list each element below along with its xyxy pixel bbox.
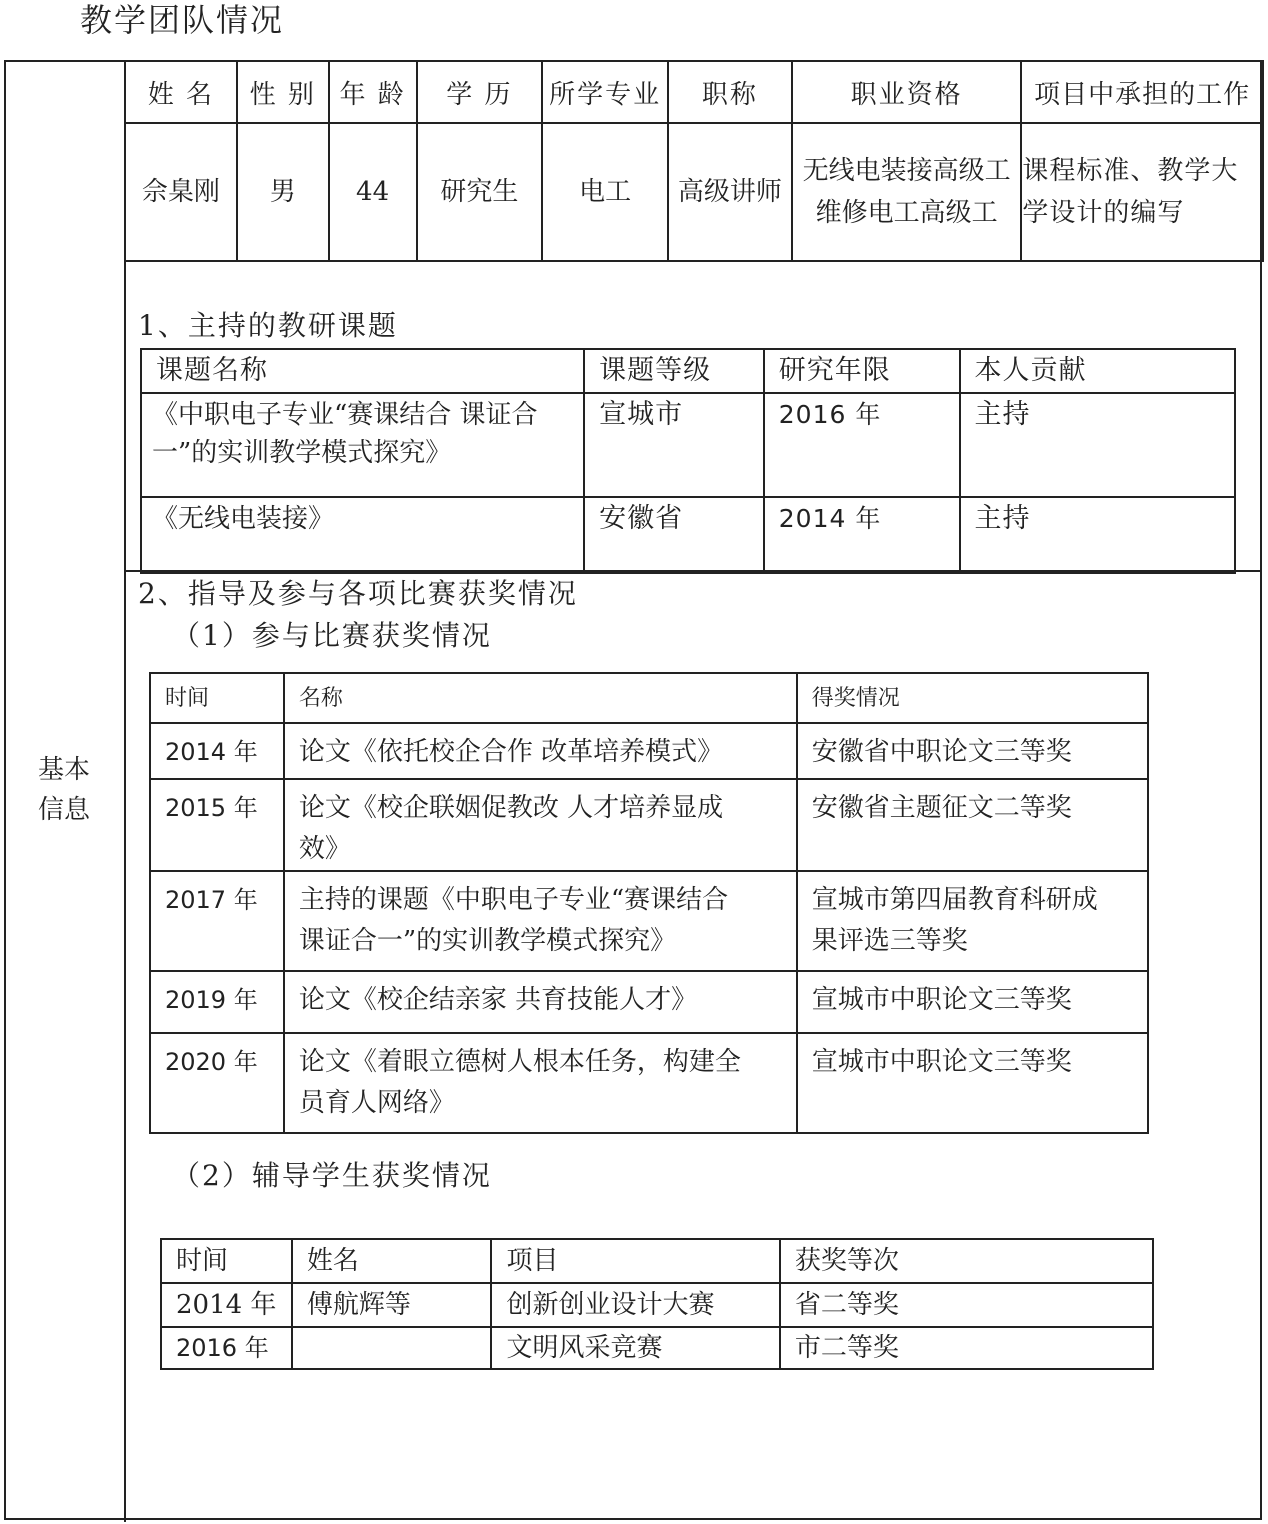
header-cell: 得奖情况	[797, 673, 1148, 723]
table-row	[161, 1283, 1153, 1327]
year-cell: 2014 年	[161, 1283, 292, 1327]
title-cell: 高级讲师	[668, 123, 792, 261]
work-line: 学设计的编写	[1022, 198, 1185, 228]
table-row	[150, 779, 1148, 871]
table-header-row	[141, 349, 1235, 393]
topic-line: 一”的实训教学模式探究》	[152, 438, 452, 468]
project-cell: 创新创业设计大赛	[491, 1283, 779, 1327]
basic-info-table	[124, 60, 1264, 262]
research-table	[140, 348, 1236, 574]
qualification-line: 维修电工高级工	[815, 198, 998, 228]
award-name-line: 论文《校企联姻促教改 人才培养显成	[298, 793, 724, 823]
header-cell: 职称	[668, 61, 792, 123]
award-result-cell	[797, 723, 1148, 779]
level-cell: 宣城市	[584, 393, 764, 497]
qualification-line: 无线电装接高级工	[802, 156, 1011, 186]
work-cell	[1021, 123, 1263, 261]
year-cell: 2014 年	[150, 723, 284, 779]
header-cell: 本人贡献	[960, 349, 1235, 393]
topic-cell	[141, 393, 584, 497]
year-cell: 2019 年	[150, 971, 284, 1033]
award-cell: 省二等奖	[780, 1283, 1153, 1327]
header-cell: 性 别	[237, 61, 329, 123]
table-row	[150, 723, 1148, 779]
header-cell: 年 龄	[329, 61, 417, 123]
award-name-cell	[284, 971, 797, 1033]
table-row	[161, 1327, 1153, 1369]
side-divider	[124, 60, 126, 1522]
year-cell: 2015 年	[150, 779, 284, 871]
header-cell: 项目	[491, 1239, 779, 1283]
education-cell: 研究生	[417, 123, 543, 261]
table-header-row	[161, 1239, 1153, 1283]
header-cell: 时间	[161, 1239, 292, 1283]
role-cell: 主持	[960, 497, 1235, 573]
award-result-cell	[797, 871, 1148, 971]
award-name-cell	[284, 871, 797, 971]
header-cell: 时间	[150, 673, 284, 723]
awards-heading: 2、指导及参与各项比赛获奖情况	[138, 577, 578, 610]
work-line: 课程标准、教学大	[1022, 156, 1239, 186]
table-row	[150, 971, 1148, 1033]
qualification-cell	[792, 123, 1022, 261]
project-cell: 文明风采竞赛	[491, 1327, 779, 1369]
header-cell: 职业资格	[792, 61, 1022, 123]
header-cell: 获奖等次	[780, 1239, 1153, 1283]
header-cell: 学 历	[417, 61, 543, 123]
name-cell: 佘臬刚	[125, 123, 237, 261]
award-result-line: 安徽省中职论文三等奖	[811, 737, 1072, 767]
award-result-line: 宣城市中职论文三等奖	[811, 1047, 1072, 1077]
year-cell: 2017 年	[150, 871, 284, 971]
page-title: 教学团队情况	[80, 1, 285, 39]
award-name-cell	[284, 1033, 797, 1133]
award-cell: 市二等奖	[780, 1327, 1153, 1369]
topic-line: 《中职电子专业“赛课结合 课证合	[152, 400, 538, 430]
award-name-line: 论文《着眼立德树人根本任务，构建全	[298, 1047, 741, 1077]
award-name-line: 员育人网络》	[298, 1088, 455, 1118]
header-cell: 项目中承担的工作	[1021, 61, 1263, 123]
year-cell: 2016 年	[764, 393, 960, 497]
student-awards-subheading: （2）辅导学生获奖情况	[172, 1159, 492, 1192]
side-label-line: 基本	[37, 755, 90, 785]
role-cell: 主持	[960, 393, 1235, 497]
header-cell: 研究年限	[764, 349, 960, 393]
topic-line: 《无线电装接》	[152, 504, 335, 534]
gender-cell: 男	[237, 123, 329, 261]
award-result-line: 宣城市中职论文三等奖	[811, 985, 1072, 1015]
table-row	[141, 393, 1235, 497]
header-cell: 姓 名	[125, 61, 237, 123]
header-cell: 课题名称	[141, 349, 584, 393]
award-result-cell	[797, 971, 1148, 1033]
award-name-line: 主持的课题《中职电子专业“赛课结合	[298, 885, 729, 915]
major-cell: 电工	[542, 123, 668, 261]
year-cell: 2014 年	[764, 497, 960, 573]
year-cell: 2016 年	[161, 1327, 292, 1369]
award-name-line: 论文《校企结亲家 共育技能人才》	[298, 985, 698, 1015]
research-heading: 1、主持的教研课题	[138, 309, 398, 342]
table-header-row	[150, 673, 1148, 723]
table-row	[150, 1033, 1148, 1133]
table-row	[150, 871, 1148, 971]
level-cell: 安徽省	[584, 497, 764, 573]
side-label-line: 信息	[37, 795, 90, 825]
award-name-line: 课证合一”的实训教学模式探究》	[298, 926, 677, 956]
award-result-cell	[797, 1033, 1148, 1133]
header-cell: 名称	[284, 673, 797, 723]
side-label	[4, 750, 124, 830]
award-result-line: 宣城市第四届教育科研成	[811, 885, 1098, 915]
header-cell: 所学专业	[542, 61, 668, 123]
award-result-line: 安徽省主题征文二等奖	[811, 793, 1072, 823]
award-name-line: 效》	[298, 834, 351, 864]
awards-subheading: （1）参与比赛获奖情况	[172, 619, 492, 652]
awards-table	[149, 672, 1149, 1134]
award-result-cell	[797, 779, 1148, 871]
table-header-row	[125, 61, 1263, 123]
student-awards-table	[160, 1238, 1154, 1370]
table-row	[141, 497, 1235, 573]
topic-cell	[141, 497, 584, 573]
award-name-cell	[284, 779, 797, 871]
student-name-cell	[292, 1327, 492, 1369]
award-name-line: 论文《依托校企合作 改革培养模式》	[298, 737, 724, 767]
header-cell: 课题等级	[584, 349, 764, 393]
header-cell: 姓名	[292, 1239, 492, 1283]
student-name-cell: 傅航辉等	[292, 1283, 492, 1327]
award-result-line: 果评选三等奖	[811, 926, 968, 956]
year-cell: 2020 年	[150, 1033, 284, 1133]
age-cell: 44	[329, 123, 417, 261]
award-name-cell	[284, 723, 797, 779]
table-row	[125, 123, 1263, 261]
